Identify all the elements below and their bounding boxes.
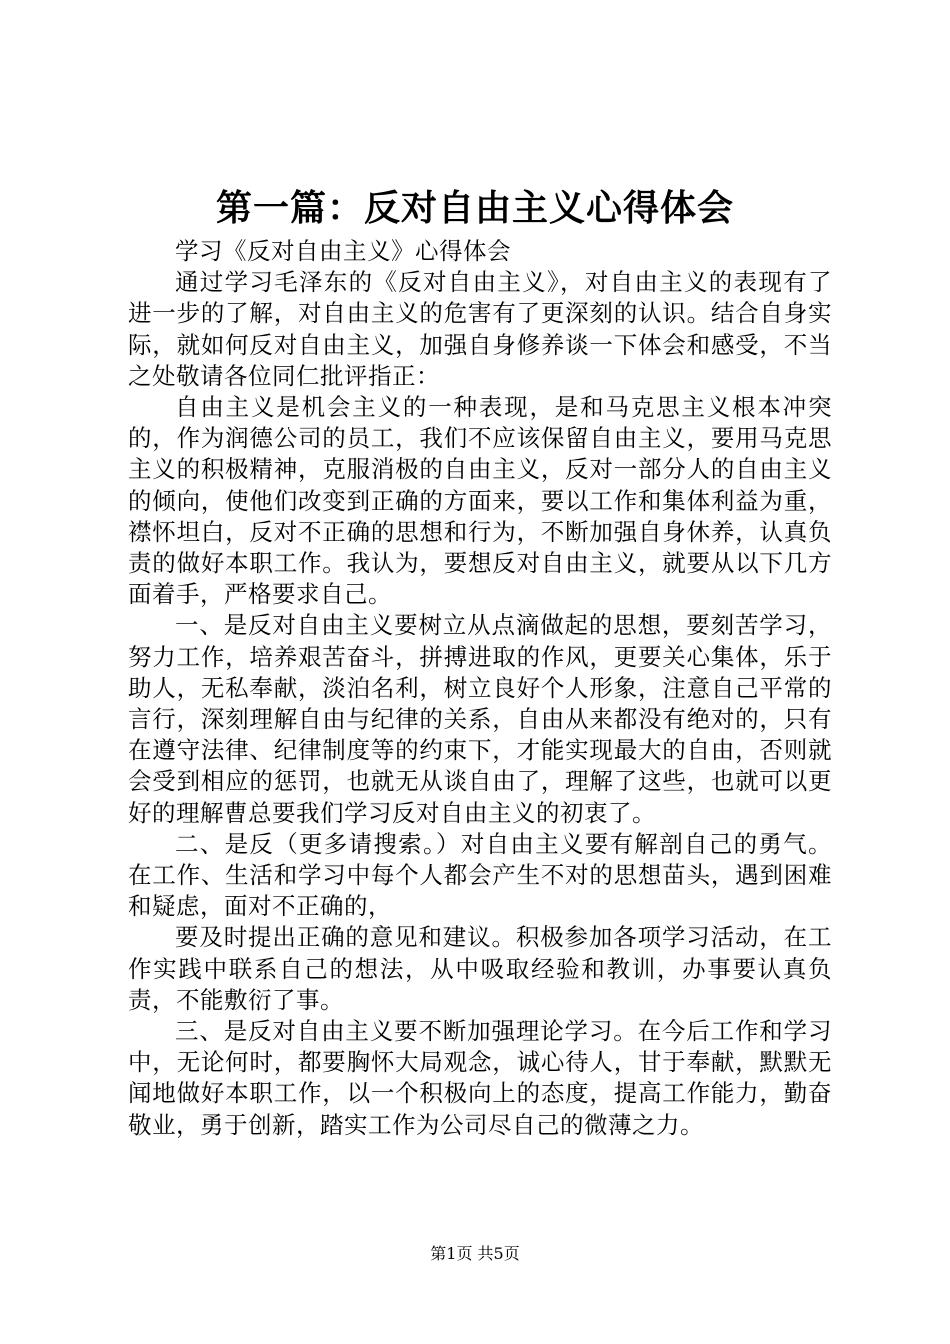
point-three-paragraph: 三、是反对自由主义要不断加强理论学习。在今后工作和学习中，无论何时，都要胸怀大局观念，诚心待人，甘于奉献，默默无闻地做好本职工作，以一个积极向上的态度，提高工作能力，勤奋敬业，勇于创新，踏实工作为公司尽自己的微薄之力。 <box>128 1017 832 1139</box>
page-number-footer: 第1页 共5页 <box>430 1244 520 1263</box>
point-two-paragraph: 二、是反（更多请搜索。）对自由主义要有解剖自己的勇气。在工作、生活和学习中每个人都会产生不对的思想苗头，遇到困难和疑虑，面对不正确的， <box>128 829 832 921</box>
point-two-continued-paragraph: 要及时提出正确的意见和建议。积极参加各项学习活动，在工作实践中联系自己的想法，从中吸取经验和教训，办事要认真负责，不能敷衍了事。 <box>128 923 832 1014</box>
intro-paragraph: 通过学习毛泽东的《反对自由主义》，对自由主义的表现有了进一步的了解，对自由主义的危害有了更深刻的认识。结合自身实际，就如何反对自由主义，加强自身修养谈一下体会和感受，不当之处敬请各位同仁批评指正： <box>128 268 832 390</box>
point-one-paragraph: 一、是反对自由主义要树立从点滴做起的思想，要刻苦学习，努力工作，培养艰苦奋斗，拼搏进取的作风，更要关心集体，乐于助人，无私奉献，淡泊名利，树立良好个人形象，注意自己平常的言行，深刻理解自由与纪律的关系，自由从来都没有绝对的，只有在遵守法律、纪律制度等的约束下，才能实现最大的自由，否则就会受到相应的惩罚，也就无从谈自由了，理解了这些，也就可以更好的理解曹总要我们学习反对自由主义的初衷了。 <box>128 611 832 827</box>
subtitle-paragraph: 学习《反对自由主义》心得体会 <box>175 237 511 265</box>
document-body <box>128 236 832 1141</box>
document-title: 第一篇：反对自由主义心得体会 <box>215 187 734 229</box>
body-paragraph: 自由主义是机会主义的一种表现，是和马克思主义根本冲突的，作为润德公司的员工，我们不应该保留自由主义，要用马克思主义的积极精神，克服消极的自由主义，反对一部分人的自由主义的倾向，使他们改变到正确的方面来，要以工作和集体利益为重，襟怀坦白，反对不正确的思想和行为，不断加强自身休养，认真负责的做好本职工作。我认为，要想反对自由主义，就要从以下几方面着手，严格要求自己。 <box>128 393 832 609</box>
